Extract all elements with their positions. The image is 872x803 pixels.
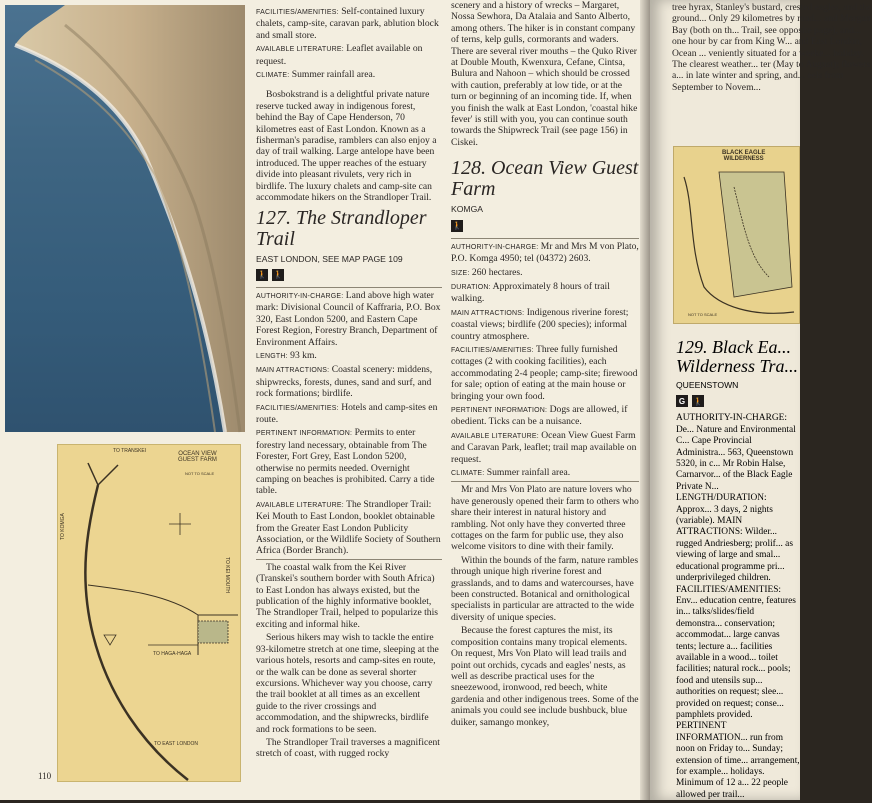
mini-map-not-to-scale: NOT TO SCALE <box>688 312 718 317</box>
map-label-haga-haga: TO HAGA-HAGA <box>153 651 192 657</box>
entry-duration-128: DURATION: Approximately 8 hours of trail walking. <box>451 280 610 305</box>
divider <box>256 287 442 288</box>
column-2 <box>256 6 442 762</box>
icons-129 <box>676 395 800 407</box>
hiker-icon: 🚶 <box>693 396 703 406</box>
heading-128: 128. Ocean View Guest Farm <box>451 157 639 201</box>
entry-facilities-prev: FACILITIES/AMENITIES: Self-contained luxury chalets, camp-site, caravan park, ablution block and small store. <box>256 6 439 41</box>
strandloper-paragraph-1: The coastal walk from the Kei River (Transkei's southern border with South Africa) to East London has always existed, but the publication of the highly informative booklet, The Strandloper Trail, helped to popularize this exciting and informal hike. <box>256 561 438 630</box>
heading-127: 127. The Strandloper Trail <box>256 206 427 250</box>
map-label-kei-mouth: TO KEI MOUTH <box>224 557 230 594</box>
strandloper-paragraph-2: Serious hikers may wish to tackle the entire 93-kilometre stretch at one time, sleeping at the various hotels, resorts and camp-sites en route, or the walk can be done as several shorter excursions. Whichever way you choose, carry the trail booklet at all times as an excellent guide to the river crossings and accommodation, and the shipwrecks, birdlife and rock formations to be seen. <box>256 632 439 735</box>
strandloper-paragraph-3: The Strandloper Trail traverses a magnificent stretch of coast, with rugged rocky <box>256 736 440 760</box>
divider <box>451 481 639 482</box>
entry-climate-prev: CLIMATE: Summer rainfall area. <box>256 69 376 81</box>
divider <box>256 559 442 560</box>
hiker-icon: 🚶 <box>273 270 283 280</box>
aerial-coast-photo <box>5 5 245 432</box>
map-label-not-to-scale: NOT TO SCALE <box>185 471 215 476</box>
divider <box>451 238 639 239</box>
strandloper-continued: scenery and a history of wrecks – Margaret, Nossa Sewhora, Da Atalaia and Santo Alberto, among others. The hiker is in constant company of terns, kelp gulls, cormorants and waders. There are several river mouths – the Quko River at Double Mouth, Kwenxura, Cefane, Cintsa, Bulura and Nahoon – which should be crossed with caution, preferably at low tide, or at the turn or beginning of an incoming tide. If, when you finish the walk at East London, 'coastal hike fever' is still with you, you can continue south towards the Shipwreck Trail (see page 156) in Ciskei. <box>451 0 638 148</box>
location-129: QUEENSTOWN <box>676 380 739 390</box>
column-4-bottom <box>676 334 800 803</box>
column-4-top: tree hyrax, Stanley's bustard, crested eagles, and the ground... Only 29 kilometres by road... and Morgan Bay (both on th... Trail, see opposite page), and... one hour by car from King W... and East London, Ocean ... veniently situated for a weeke... holiday. The clearest weather... ter (May to August); flowers a... in late winter and spring, and... eels from September to Novem... <box>672 2 872 93</box>
black-eagle-map <box>673 146 800 324</box>
column-3 <box>451 0 639 730</box>
entry-length-127: LENGTH: 93 km. <box>256 349 317 361</box>
map-label-farm: OCEAN VIEW GUEST FARM <box>178 451 217 463</box>
entry-size-128: SIZE: 260 hectares. <box>451 266 523 278</box>
heading-129: 129. Black Ea... Wilderness Tra... <box>676 337 799 376</box>
location-128: KOMGA <box>451 204 483 215</box>
icons-127 <box>256 269 442 281</box>
entry-authority-128: AUTHORITY-IN-CHARGE: Mr and Mrs M von Plato, P.O. Komga 4950; tel (04372) 2603. <box>451 240 639 265</box>
entry-facilities-127: FACILITIES/AMENITIES: Hotels and camp-sites en route. <box>256 401 438 425</box>
entry-literature-127: AVAILABLE LITERATURE: The Strandloper Trail: Kei Mouth to East London, booklet obtainable from the Greater East London Publicity Association, or the Wildlife Society of Southern Africa (Border Branch). <box>256 498 441 557</box>
entry-facilities-128: FACILITIES/AMENITIES: Three fully furnished cottages (2 with cooking facilities), each accommodating 2-4 people; camp-site; firewood for sale; option of eating at the main house or bringing your own food. <box>451 343 638 402</box>
hiker-icon: 🚶 <box>257 270 267 280</box>
map-label-komga: TO KOMGA <box>60 513 66 540</box>
entry-literature-128: AVAILABLE LITERATURE: Ocean View Guest Farm and Caravan Park, leaflet; trail map available on request. <box>451 429 637 465</box>
mini-map-title: BLACK EAGLE WILDERNESS <box>722 150 766 162</box>
page-number: 110 <box>38 771 52 781</box>
ocean-view-paragraph-1: Mr and Mrs Von Plato are nature lovers who have generously opened their farm to others who share their interest in natural history and rambling. Not only have they converted three cottages on the farm for public use, they also welcome visitors to dine with their family. <box>451 484 639 553</box>
entry-climate-128: CLIMATE: Summer rainfall area. <box>451 467 571 478</box>
icons-128 <box>451 220 639 232</box>
guided-icon: G <box>676 395 688 407</box>
hiker-icon: 🚶 <box>452 220 462 230</box>
map-label-transkei: TO TRANSKEI <box>113 448 147 454</box>
map-label-east-london: TO EAST LONDON <box>154 741 198 747</box>
bosbokstrand-paragraph: Bosbokstrand is a delightful private nature reserve tucked away in indigenous forest, behind the Bay of Cape Henderson, 70 kilometres east of East London. Known as a fisherman's paradise, ramblers can also enjoy a day of trail walking. Large antelope have been introduced. The upper reaches of the estuary divide into pleasant rivulets, very rich in birdlife. The luxury chalets and camp-site can accommodate hikers on the Strandloper Trail. <box>256 89 437 204</box>
location-127: EAST LONDON, SEE MAP PAGE 109 <box>256 253 403 264</box>
entry-pertinent-128: PERTINENT INFORMATION: Dogs are allowed, if obedient. Ticks can be a nuisance. <box>451 403 628 428</box>
entry-pertinent-127: PERTINENT INFORMATION: Permits to enter forestry land necessary, obtainable from The Forester, Fort Grey, East London 5200, otherwise no permits needed. Overnight camping on beaches is prohibited. Carry a tide table. <box>256 427 435 497</box>
ocean-view-map <box>57 444 241 782</box>
black-eagle-body: AUTHORITY-IN-CHARGE: De... Nature and Environmental C... Cape Provincial Administra... 563, Queenstown 5320, in c... Mr Robin Halse, Carnarvor... of the Black Eagle Private N... LENGTH/DURATION: Approx... 3 days, 2 nights (variable). MAIN ATTRACTIONS: Wilder... rugged Andriesberg; prolif... as viewing of large and smal... educational programme pri... underprivileged children. FACILITIES/AMENITIES: Env... education centre, features in... talks/slides/field demonstra... conservation; accommodat... large canvas tents; lecture a... facilities available in a wood... toilet facilities; natural rock... pools; food and utensils sup... authorities on request; slee... provided on request; conse... pamphlets provided. PERTINENT INFORMATION... run from noon on Friday to... Sunday; extension of time... arrangement, for example... holidays. Minimum of 12 a... 22 people allowed per trail... <box>676 413 800 800</box>
ocean-view-paragraph-3: Because the forest captures the mist, its composition contains many tropical elements. On request, Mrs Von Plato will lead trails and point out orchids, cycads and eagles' nests, as well as describe practical uses for the sneezewood, ironwood, red beech, white gardenia and other indigenous trees. Some of the animals you could see include bushbuck, blue duiker, samango monkey, <box>451 625 639 728</box>
entry-literature-prev: AVAILABLE LITERATURE: Leaflet available on request. <box>256 43 423 67</box>
entry-attractions-128: MAIN ATTRACTIONS: Indigenous riverine forest; coastal views; birdlife (200 species); informal country atmosphere. <box>451 306 629 342</box>
entry-attractions-127: MAIN ATTRACTIONS: Coastal scenery: middens, shipwrecks, forests, dunes, sand and surf, and rock formations; birdlife. <box>256 364 433 400</box>
entry-authority-127: AUTHORITY-IN-CHARGE: Land above high water mark: Divisional Council of Kaffraria, P.O. Box 320, East London 5200, and Eastern Cape Forest Region, Forestry Branch, Department of Environment Affairs. <box>256 289 441 348</box>
ocean-view-paragraph-2: Within the bounds of the farm, nature rambles through unique high riverine forest and grasslands, and to dams and watercourses, have been constructed. Botanical and ornithological specialists in particular are attracted to the wide diversity of unique species. <box>451 554 639 623</box>
